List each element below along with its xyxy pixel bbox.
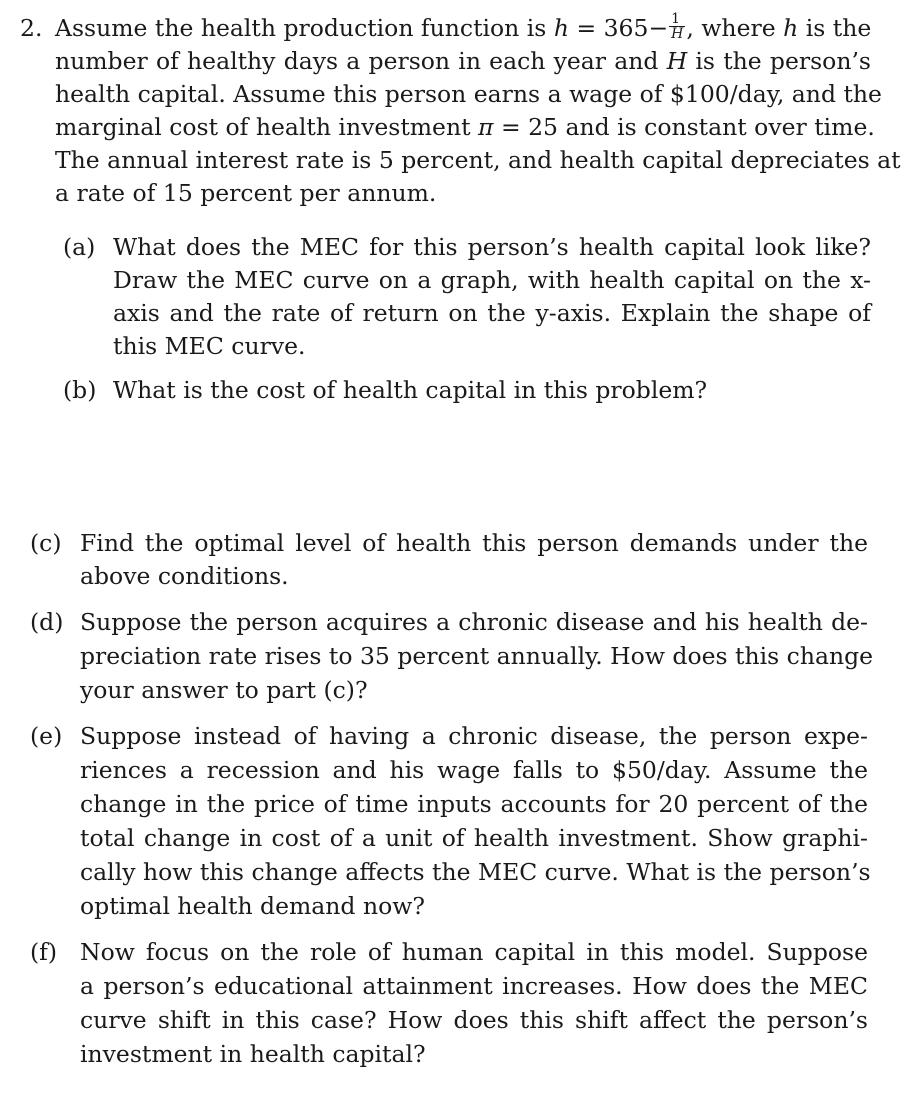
part-d-line-1: Suppose the person acquires a chronic disease and his health de- — [80, 608, 868, 636]
part-f-line-1: Now focus on the role of human capital in this model. Suppose — [80, 938, 868, 966]
problem-line-6: a rate of 15 percent per annum. — [55, 179, 437, 207]
part-e-line-3: change in the price of time inputs accounts for 20 percent of the — [80, 790, 868, 818]
part-a-line-3: axis and the rate of return on the y-axis. Explain the shape of — [113, 299, 871, 327]
part-a-line-2: Draw the MEC curve on a graph, with health capital on the x- — [113, 266, 871, 294]
part-d-label: (d) — [30, 608, 64, 636]
part-c-label: (c) — [30, 529, 62, 557]
problem-line-4: marginal cost of health investment π = 25 and is constant over time. — [55, 113, 875, 141]
part-e-line-6: optimal health demand now? — [80, 892, 425, 920]
part-e-line-1: Suppose instead of having a chronic disease, the person expe- — [80, 722, 868, 750]
part-e-line-5: cally how this change affects the MEC curve. What is the person’s — [80, 858, 871, 886]
part-c-line-2: above conditions. — [80, 562, 289, 590]
part-f-label: (f) — [30, 938, 58, 966]
part-b-label: (b) — [63, 376, 97, 404]
problem-line-5: The annual interest rate is 5 percent, and health capital depreciates at — [55, 146, 901, 174]
part-f-line-2: a person’s educational attainment increases. How does the MEC — [80, 972, 868, 1000]
part-d-line-3: your answer to part (c)? — [80, 676, 368, 704]
problem-line-3: health capital. Assume this person earns a wage of $100/day, and the — [55, 80, 882, 108]
part-a-line-4: this MEC curve. — [113, 332, 306, 360]
part-f-line-4: investment in health capital? — [80, 1040, 426, 1068]
part-e-line-2: riences a recession and his wage falls to $50/day. Assume the — [80, 756, 868, 784]
problem-number: 2. — [20, 14, 43, 42]
fraction-1-over-H: $\frac{1}{H}$ — [671, 11, 684, 42]
part-d-line-2: preciation rate rises to 35 percent annually. How does this change — [80, 642, 874, 670]
problem-line-2: number of healthy days a person in each year and H is the person’s — [55, 47, 871, 75]
part-f-line-3: curve shift in this case? How does this shift affect the person’s — [80, 1006, 868, 1034]
part-e-line-4: total change in cost of a unit of health investment. Show graphi- — [80, 824, 868, 852]
part-a-label: (a) — [63, 233, 96, 261]
part-a-line-1: What does the MEC for this person’s health capital look like? — [113, 233, 871, 261]
problem-line-1: Assume the health production function is h = 365− $\frac{1}{H}$ , where h is the — [55, 11, 872, 42]
part-e-label: (e) — [30, 722, 63, 750]
part-c-line-1: Find the optimal level of health this person demands under the — [80, 529, 868, 557]
part-b-line-1: What is the cost of health capital in this problem? — [113, 376, 708, 404]
